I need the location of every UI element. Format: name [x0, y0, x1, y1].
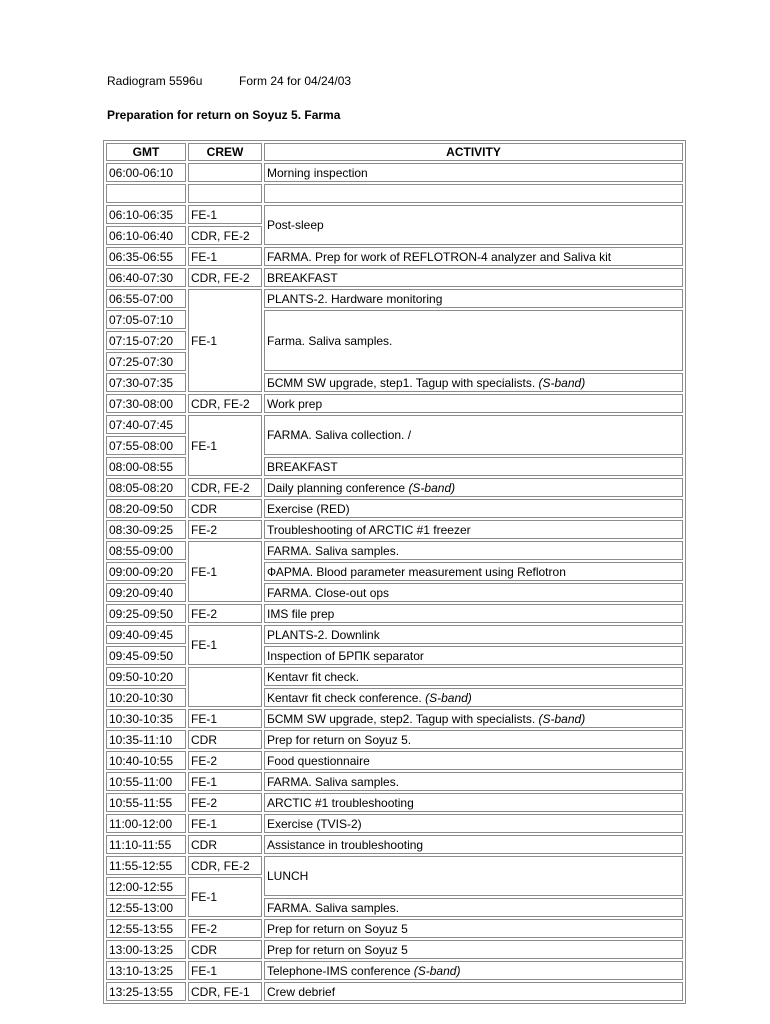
- activity-cell: Post-sleep: [264, 205, 683, 245]
- table-row: [106, 163, 683, 182]
- crew-cell: [188, 184, 262, 203]
- gmt-cell: 06:00-06:10: [106, 163, 186, 182]
- gmt-cell: 13:00-13:25: [106, 940, 186, 959]
- table-row: [106, 520, 683, 539]
- crew-cell: CDR, FE-2: [188, 856, 262, 875]
- table-row: [106, 730, 683, 749]
- gmt-cell: 08:30-09:25: [106, 520, 186, 539]
- crew-cell: FE-1: [188, 415, 262, 476]
- comm-note: (S-band): [408, 480, 456, 495]
- table-row: [106, 394, 683, 413]
- gmt-cell: 09:20-09:40: [106, 583, 186, 602]
- gmt-cell: 08:20-09:50: [106, 499, 186, 518]
- crew-cell: FE-2: [188, 793, 262, 812]
- table-row: [106, 919, 683, 938]
- gmt-cell: 08:00-08:55: [106, 457, 186, 476]
- gmt-cell: 09:00-09:20: [106, 562, 186, 581]
- activity-cell: PLANTS-2. Hardware monitoring: [264, 289, 683, 308]
- comm-note: (S-band): [425, 690, 472, 705]
- crew-cell: FE-1: [188, 709, 262, 728]
- table-row: [106, 247, 683, 266]
- gmt-cell: 12:55-13:00: [106, 898, 186, 917]
- table-row: [106, 793, 683, 812]
- activity-cell: Food questionnaire: [264, 751, 683, 770]
- table-row: [106, 499, 683, 518]
- gmt-cell: 07:40-07:45: [106, 415, 186, 434]
- activity-text: Daily planning conference: [267, 480, 406, 495]
- activity-cell: [264, 373, 683, 392]
- table-row: [106, 751, 683, 770]
- gmt-cell: 07:15-07:20: [106, 331, 186, 350]
- activity-cell: FARMA. Saliva samples.: [264, 772, 683, 791]
- crew-cell: FE-1: [188, 625, 262, 665]
- gmt-cell: 10:30-10:35: [106, 709, 186, 728]
- table-row: [106, 709, 683, 728]
- activity-cell: Kentavr fit check.: [264, 667, 683, 686]
- table-row: [106, 415, 683, 434]
- crew-cell: CDR: [188, 940, 262, 959]
- crew-cell: [188, 667, 262, 707]
- activity-cell: [264, 709, 683, 728]
- table-row: [106, 940, 683, 959]
- activity-text: БСММ SW upgrade, step1. Tagup with specialists.: [267, 375, 536, 390]
- activity-cell: FARMA. Saliva samples.: [264, 898, 683, 917]
- crew-cell: CDR, FE-2: [188, 478, 262, 497]
- table-row: [106, 184, 683, 203]
- table-row: [106, 961, 683, 980]
- activity-cell: Exercise (TVIS-2): [264, 814, 683, 833]
- gmt-cell: 09:25-09:50: [106, 604, 186, 623]
- gmt-cell: 11:00-12:00: [106, 814, 186, 833]
- gmt-cell: 12:00-12:55: [106, 877, 186, 896]
- activity-cell: FARMA. Saliva collection. /: [264, 415, 683, 455]
- gmt-cell: 07:30-07:35: [106, 373, 186, 392]
- table-row: [106, 772, 683, 791]
- activity-cell: Farma. Saliva samples.: [264, 310, 683, 371]
- activity-cell: Crew debrief: [264, 982, 683, 1001]
- crew-cell: CDR, FE-2: [188, 394, 262, 413]
- activity-cell: FARMA. Close-out ops: [264, 583, 683, 602]
- gmt-cell: 10:55-11:00: [106, 772, 186, 791]
- activity-cell: PLANTS-2. Downlink: [264, 625, 683, 644]
- activity-cell: [264, 961, 683, 980]
- activity-cell: Assistance in troubleshooting: [264, 835, 683, 854]
- gmt-cell: 07:05-07:10: [106, 310, 186, 329]
- activity-cell: Troubleshooting of ARCTIC #1 freezer: [264, 520, 683, 539]
- crew-cell: CDR, FE-1: [188, 982, 262, 1001]
- gmt-cell: 06:10-06:35: [106, 205, 186, 224]
- activity-cell: [264, 478, 683, 497]
- radiogram-number: Radiogram 5596u: [107, 74, 203, 88]
- activity-cell: ФАРМА. Blood parameter measurement using Reflotron: [264, 562, 683, 581]
- activity-cell: Prep for return on Soyuz 5: [264, 940, 683, 959]
- gmt-cell: 06:10-06:40: [106, 226, 186, 245]
- document-title: Preparation for return on Soyuz 5. Farma: [107, 108, 341, 122]
- crew-cell: FE-1: [188, 961, 262, 980]
- comm-note: (S-band): [413, 963, 461, 978]
- activity-cell: BREAKFAST: [264, 268, 683, 287]
- table-row: [106, 268, 683, 287]
- gmt-cell: 09:50-10:20: [106, 667, 186, 686]
- crew-cell: CDR: [188, 730, 262, 749]
- activity-cell: ARCTIC #1 troubleshooting: [264, 793, 683, 812]
- activity-cell: IMS file prep: [264, 604, 683, 623]
- gmt-cell: 10:55-11:55: [106, 793, 186, 812]
- crew-cell: CDR: [188, 499, 262, 518]
- gmt-cell: 11:10-11:55: [106, 835, 186, 854]
- comm-note: (S-band): [538, 375, 586, 390]
- table-row: [106, 625, 683, 644]
- activity-cell: Prep for return on Soyuz 5: [264, 919, 683, 938]
- table-row: [106, 835, 683, 854]
- crew-cell: FE-1: [188, 877, 262, 917]
- crew-cell: CDR, FE-2: [188, 226, 262, 245]
- crew-cell: FE-1: [188, 247, 262, 266]
- gmt-cell: 09:45-09:50: [106, 646, 186, 665]
- activity-text: Kentavr fit check conference.: [267, 690, 422, 705]
- crew-cell: FE-2: [188, 520, 262, 539]
- gmt-cell: 13:25-13:55: [106, 982, 186, 1001]
- crew-cell: FE-1: [188, 289, 262, 392]
- table-row: [106, 814, 683, 833]
- crew-cell: FE-2: [188, 919, 262, 938]
- activity-text: Telephone-IMS conference: [267, 963, 411, 978]
- gmt-cell: 06:40-07:30: [106, 268, 186, 287]
- activity-cell: FARMA. Prep for work of REFLOTRON-4 analyzer and Saliva kit: [264, 247, 683, 266]
- schedule-table: [103, 140, 686, 1004]
- gmt-cell: 10:35-11:10: [106, 730, 186, 749]
- column-header-crew: CREW: [188, 143, 262, 161]
- activity-cell: Inspection of БРПК separator: [264, 646, 683, 665]
- gmt-cell: 06:35-06:55: [106, 247, 186, 266]
- table-row: [106, 856, 683, 875]
- gmt-cell: 07:30-08:00: [106, 394, 186, 413]
- gmt-cell: 10:20-10:30: [106, 688, 186, 707]
- gmt-cell: 11:55-12:55: [106, 856, 186, 875]
- activity-cell: Morning inspection: [264, 163, 683, 182]
- gmt-cell: 12:55-13:55: [106, 919, 186, 938]
- crew-cell: FE-2: [188, 604, 262, 623]
- activity-cell: FARMA. Saliva samples.: [264, 541, 683, 560]
- comm-note: (S-band): [538, 711, 586, 726]
- table-row: [106, 982, 683, 1001]
- crew-cell: FE-1: [188, 814, 262, 833]
- table-header-row: [106, 143, 683, 161]
- gmt-cell: 07:25-07:30: [106, 352, 186, 371]
- activity-text: БСММ SW upgrade, step2. Tagup with specialists.: [267, 711, 536, 726]
- activity-cell: [264, 688, 683, 707]
- table-row: [106, 289, 683, 308]
- activity-cell: Exercise (RED): [264, 499, 683, 518]
- gmt-cell: 08:05-08:20: [106, 478, 186, 497]
- gmt-cell: [106, 184, 186, 203]
- activity-cell: Prep for return on Soyuz 5.: [264, 730, 683, 749]
- crew-cell: CDR, FE-2: [188, 268, 262, 287]
- gmt-cell: 08:55-09:00: [106, 541, 186, 560]
- table-row: [106, 478, 683, 497]
- activity-cell: Work prep: [264, 394, 683, 413]
- form-date: Form 24 for 04/24/03: [239, 74, 352, 88]
- activity-cell: [264, 184, 683, 203]
- activity-cell: BREAKFAST: [264, 457, 683, 476]
- table-row: [106, 604, 683, 623]
- gmt-cell: 13:10-13:25: [106, 961, 186, 980]
- table-row: [106, 205, 683, 224]
- crew-cell: [188, 163, 262, 182]
- activity-cell: LUNCH: [264, 856, 683, 896]
- column-header-activity: ACTIVITY: [264, 143, 683, 161]
- gmt-cell: 06:55-07:00: [106, 289, 186, 308]
- crew-cell: FE-1: [188, 772, 262, 791]
- table-row: [106, 667, 683, 686]
- gmt-cell: 07:55-08:00: [106, 436, 186, 455]
- gmt-cell: 09:40-09:45: [106, 625, 186, 644]
- column-header-gmt: GMT: [106, 143, 186, 161]
- crew-cell: FE-2: [188, 751, 262, 770]
- crew-cell: FE-1: [188, 541, 262, 602]
- crew-cell: FE-1: [188, 205, 262, 224]
- gmt-cell: 10:40-10:55: [106, 751, 186, 770]
- crew-cell: CDR: [188, 835, 262, 854]
- table-row: [106, 541, 683, 560]
